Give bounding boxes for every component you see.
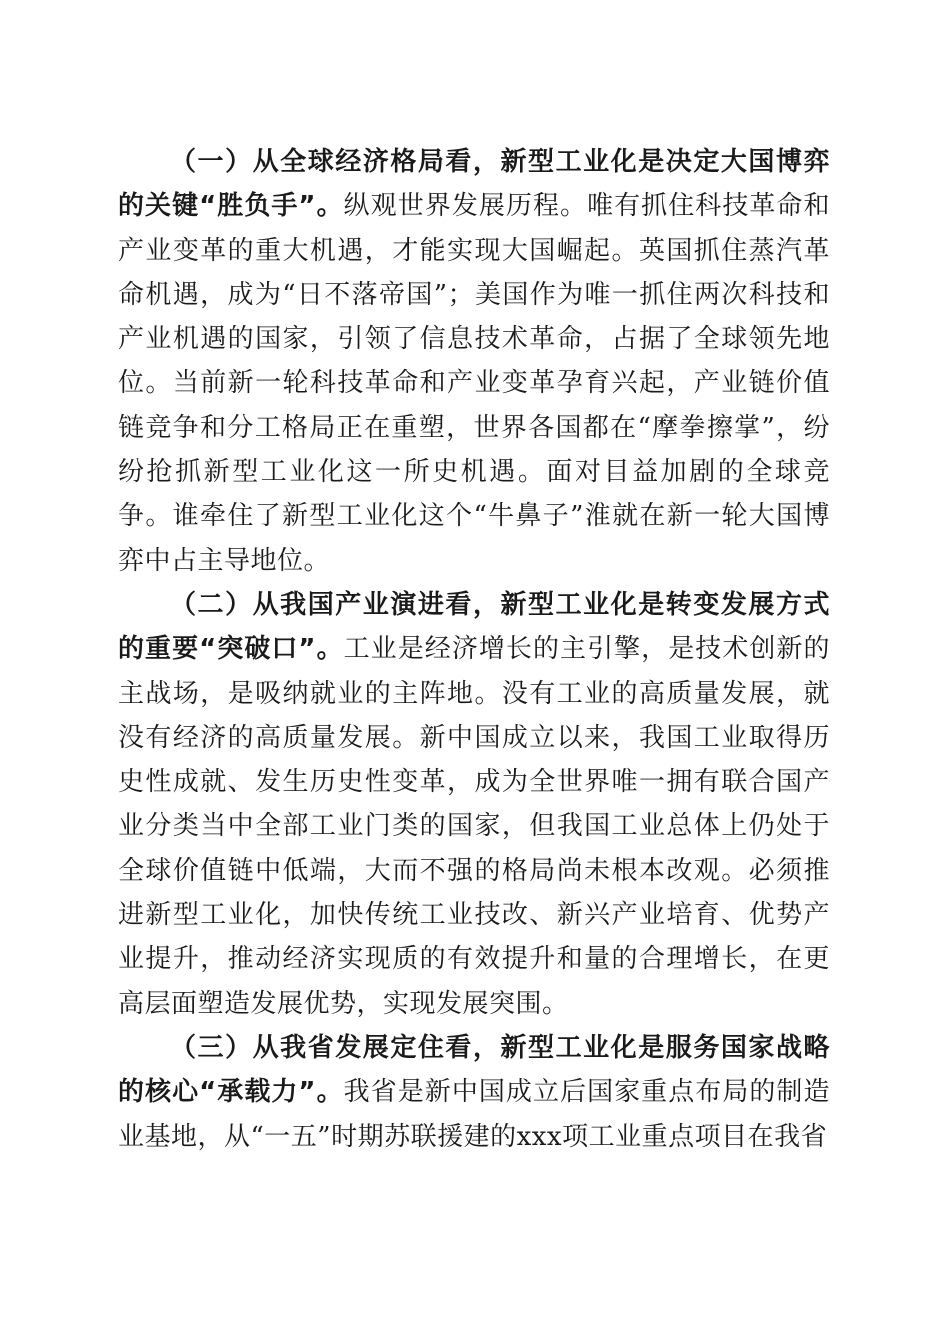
- paragraph-body: 我省是新中国成立后国家重点布局的制造业基地，从“一五”时期苏联援建的xxx项工业重点项目在我省: [118, 1077, 830, 1152]
- paragraph-provincial-development: [118, 1026, 830, 1159]
- paragraph-heading: （二）从我国产业演进看，新型工业化是转变发展方式的重要“突破口”。: [118, 589, 830, 665]
- paragraph-body: 纵观世界发展历程。唯有抓住科技革命和产业变革的重大机遇，才能实现大国崛起。英国抓住蒸汽革命机遇，成为“日不落帝国”；美国作为唯一抓住两次科技和产业机遇的国家，引领了信息技术革命，占据了全球领先地位。当前新一轮科技革命和产业变革孕育兴起，产业链价值链竞争和分工格局正在重塑，世界各国都在“摩拳擦掌”，纷纷抢抓新型工业化这一所史机遇。面对目益加剧的全球竞争。谁牵住了新型工业化这个“牛鼻子”淮就在新一轮大国博弈中占主导地位。: [118, 191, 830, 576]
- document-body: [118, 140, 830, 1159]
- paragraph-body: 工业是经济增长的主引擎，是技术创新的主战场，是吸纳就业的主阵地。没有工业的高质量发展，就没有经济的高质量发展。新中国成立以来，我国工业取得历史性成就、发生历史性变革，成为全世界唯一拥有联合国产业分类当中全部工业门类的国家，但我国工业总体上仍处于全球价值链中低端，大而不强的格局尚未根本改观。必须推进新型工业化，加快传统工业技改、新兴产业培育、优势产业提升，推动经济实现质的有效提升和量的合理增长，在更高层面塑造发展优势，实现发展突围。: [118, 634, 830, 1019]
- paragraph-industry-evolution: [118, 583, 830, 1026]
- paragraph-global-economy: [118, 140, 830, 583]
- paragraph-heading: （一）从全球经济格局看，新型工业化是决定大国博弈的关键“胜负手”。: [118, 147, 830, 222]
- paragraph-heading: （三）从我省发展定住看，新型工业化是服务国家战略的核心“承载力”。: [118, 1032, 830, 1108]
